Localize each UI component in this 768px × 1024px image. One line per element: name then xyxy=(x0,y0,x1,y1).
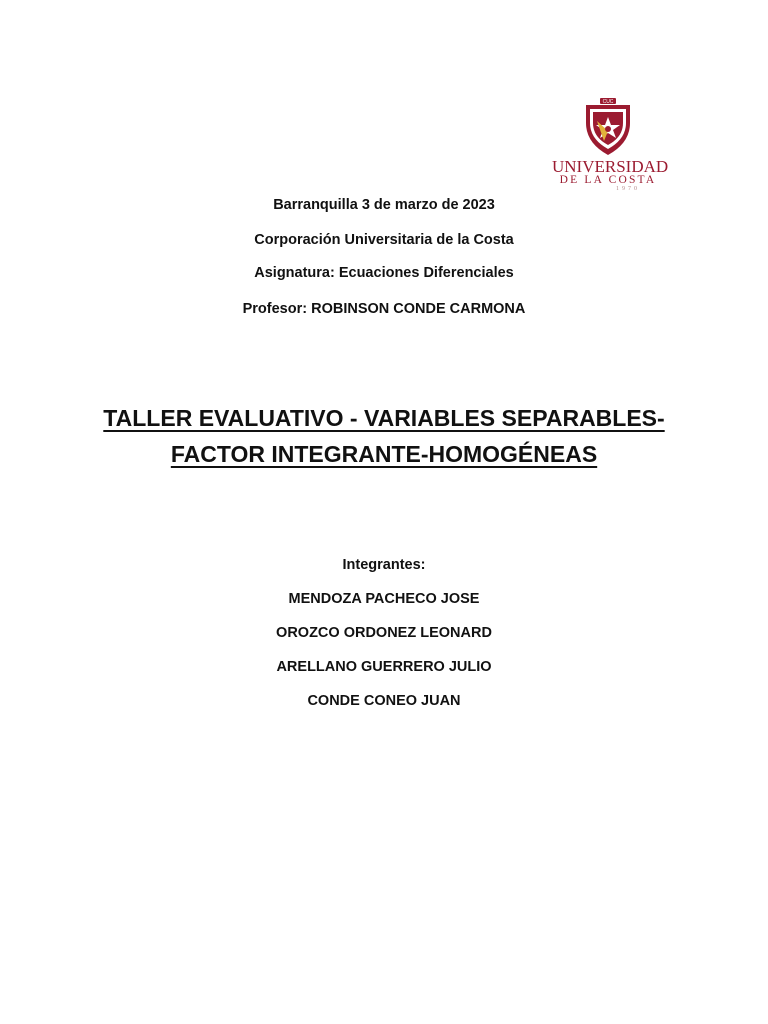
university-logo xyxy=(552,95,669,205)
document-title xyxy=(0,400,768,472)
title-line-1: TALLER EVALUATIVO - VARIABLES SEPARABLES- xyxy=(103,405,665,431)
member-name: ARELLANO GUERRERO JULIO xyxy=(276,659,492,675)
logo-badge: CUC xyxy=(602,99,614,105)
shield-icon xyxy=(580,95,636,157)
member-name: OROZCO ORDONEZ LEONARD xyxy=(276,625,492,641)
members-heading: Integrantes: xyxy=(342,557,426,573)
logo-name-line2: DE LA COSTA xyxy=(559,174,657,186)
institution-line: Corporación Universitaria de la Costa xyxy=(254,232,514,248)
logo-name-line1: UNIVERSIDAD xyxy=(552,157,669,176)
professor-line: Profesor: ROBINSON CONDE CARMONA xyxy=(242,301,526,317)
date-line: Barranquilla 3 de marzo de 2023 xyxy=(273,197,495,213)
title-line-2: FACTOR INTEGRANTE-HOMOGÉNEAS xyxy=(170,441,598,467)
member-name: CONDE CONEO JUAN xyxy=(307,693,461,709)
logo-year: 1970 xyxy=(616,186,640,192)
member-name: MENDOZA PACHECO JOSE xyxy=(288,591,480,607)
subject-line: Asignatura: Ecuaciones Diferenciales xyxy=(254,265,514,281)
